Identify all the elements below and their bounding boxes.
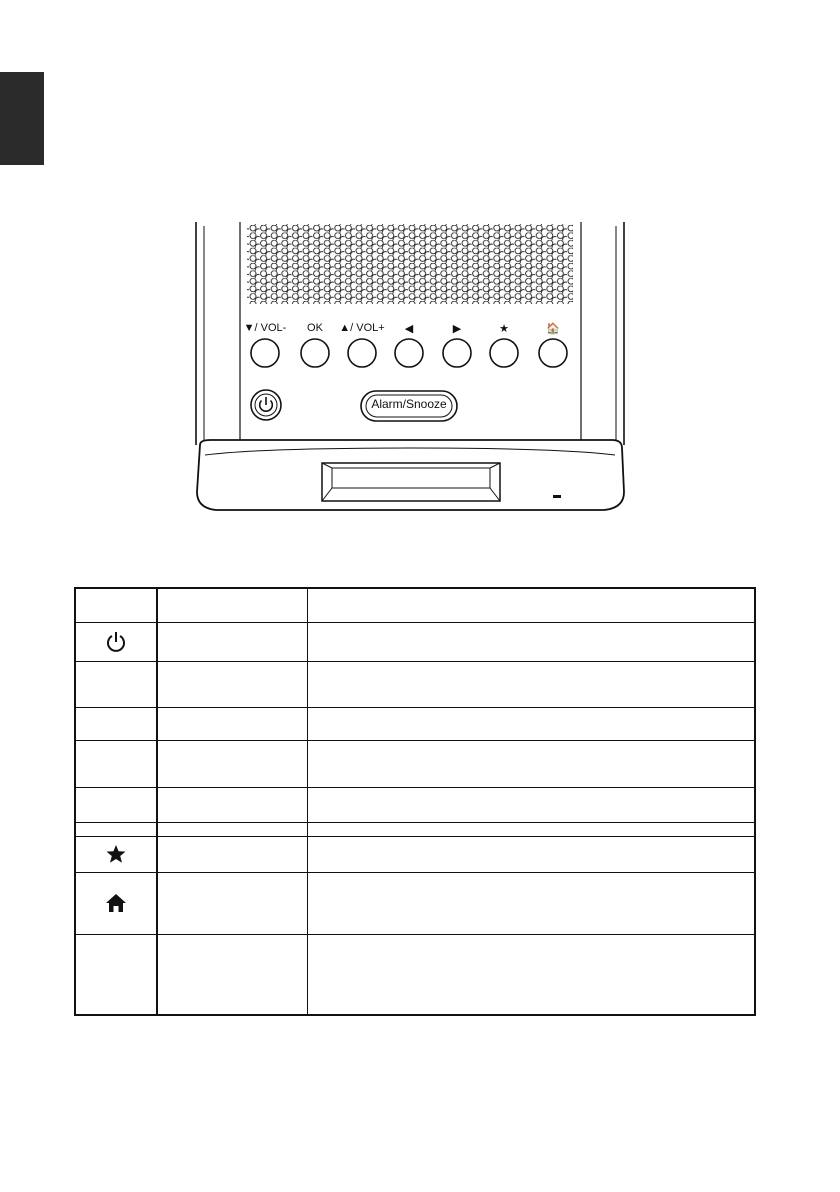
table-icon-cell xyxy=(75,787,157,822)
table-icon-cell xyxy=(75,707,157,740)
table-row xyxy=(75,740,755,787)
table-name-cell xyxy=(157,740,307,787)
device-drawing xyxy=(0,0,840,540)
table-row xyxy=(75,836,755,872)
ok-button[interactable] xyxy=(301,339,329,367)
table-row xyxy=(75,707,755,740)
home-icon xyxy=(75,872,157,934)
table-description-cell xyxy=(307,622,755,661)
keys-table xyxy=(74,587,756,1016)
table-row xyxy=(75,787,755,822)
table-row xyxy=(75,934,755,1015)
ok-label: OK xyxy=(307,322,323,334)
right-label: ▶ xyxy=(452,323,462,335)
left-button[interactable] xyxy=(395,339,423,367)
table-row xyxy=(75,661,755,707)
star-icon xyxy=(75,836,157,872)
favorite-button[interactable] xyxy=(490,339,518,367)
table-description-cell xyxy=(307,872,755,934)
speaker-grill xyxy=(247,224,573,304)
vol-down-button[interactable] xyxy=(251,339,279,367)
left-label: ◀ xyxy=(404,323,414,335)
table-icon-cell xyxy=(75,661,157,707)
device-illustration xyxy=(0,0,840,540)
home-button[interactable] xyxy=(539,339,567,367)
table-row xyxy=(75,588,755,622)
table-description-cell xyxy=(307,822,755,836)
table-description-cell xyxy=(307,787,755,822)
table-icon-cell xyxy=(75,588,157,622)
table-description-cell xyxy=(307,707,755,740)
table-description-cell xyxy=(307,588,755,622)
favorite-label: ★ xyxy=(499,323,509,335)
table-row xyxy=(75,872,755,934)
alarm-snooze-label: Alarm/Snooze xyxy=(371,397,447,411)
table-name-cell xyxy=(157,872,307,934)
table-row xyxy=(75,622,755,661)
home-label: 🏠 xyxy=(546,323,560,335)
table-description-cell xyxy=(307,934,755,1015)
table-name-cell xyxy=(157,822,307,836)
vol-up-button[interactable] xyxy=(348,339,376,367)
table-name-cell xyxy=(157,661,307,707)
vol-up-label: ▲/ VOL+ xyxy=(339,322,385,334)
table-name-cell xyxy=(157,707,307,740)
table-description-cell xyxy=(307,836,755,872)
table-description-cell xyxy=(307,661,755,707)
table-name-cell xyxy=(157,622,307,661)
table-icon-cell xyxy=(75,740,157,787)
table-name-cell xyxy=(157,787,307,822)
table-name-cell xyxy=(157,836,307,872)
table-icon-cell xyxy=(75,822,157,836)
table-row xyxy=(75,822,755,836)
right-button[interactable] xyxy=(443,339,471,367)
vol-down-label: ▼/ VOL- xyxy=(243,322,287,334)
table-description-cell xyxy=(307,740,755,787)
table-icon-cell xyxy=(75,934,157,1015)
table-name-cell xyxy=(157,588,307,622)
table-name-cell xyxy=(157,934,307,1015)
power-icon xyxy=(75,622,157,661)
